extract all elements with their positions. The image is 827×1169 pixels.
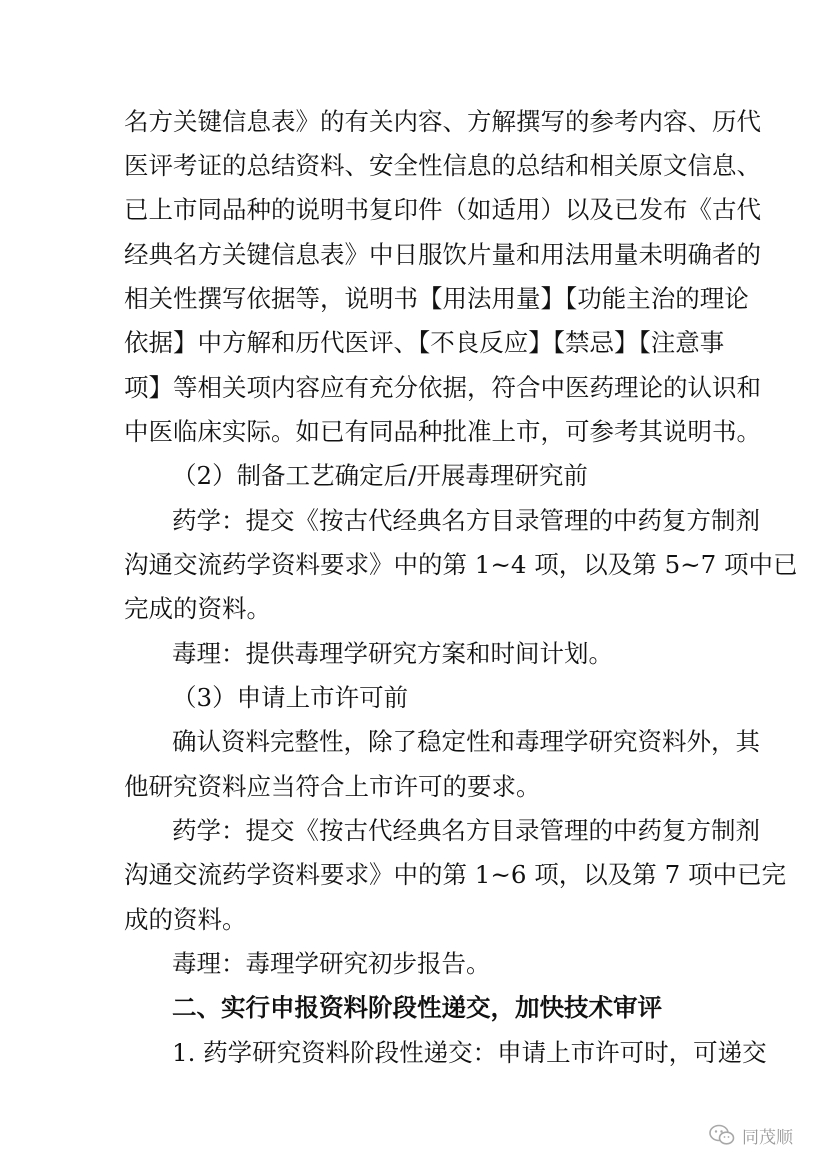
- wechat-icon: [709, 1124, 735, 1146]
- paragraph-line: 项】等相关项内容应有充分依据，符合中医药理论的认识和: [124, 373, 761, 402]
- paragraph-line: 依据】中方解和历代医评、【不良反应】【禁忌】【注意事: [124, 328, 725, 357]
- stage-2-title: （2）制备工艺确定后/开展毒理研究前: [172, 461, 588, 490]
- paragraph-line: 已上市同品种的说明书复印件（如适用）以及已发布《古代: [124, 195, 761, 224]
- paragraph-line: 药学：提交《按古代经典名方目录管理的中药复方制剂: [172, 816, 760, 845]
- watermark: [709, 1120, 793, 1150]
- paragraph-line: 他研究资料应当符合上市许可的要求。: [124, 772, 541, 801]
- paragraph-line: 医评考证的总结资料、安全性信息的总结和相关原文信息、: [124, 151, 761, 180]
- paragraph-line: 药学：提交《按古代经典名方目录管理的中药复方制剂: [172, 506, 760, 535]
- paragraph-line: 中医临床实际。如已有同品种批准上市，可参考其说明书。: [124, 417, 761, 446]
- paragraph-line: 相关性撰写依据等，说明书【用法用量】【功能主治的理论: [124, 284, 749, 313]
- paragraph-line: 成的资料。: [124, 905, 247, 934]
- paragraph-line: 确认资料完整性，除了稳定性和毒理学研究资料外，其: [172, 727, 760, 756]
- section-heading: 二、实行申报资料阶段性递交，加快技术审评: [172, 993, 662, 1022]
- paragraph-line: 沟通交流药学资料要求》中的第 1~6 项，以及第 7 项中已完: [124, 860, 786, 889]
- paragraph-line: 经典名方关键信息表》中日服饮片量和用法用量未明确者的: [124, 240, 761, 269]
- stage-2-toxicology: 毒理：提供毒理学研究方案和时间计划。: [172, 639, 613, 668]
- stage-3-title: （3）申请上市许可前: [172, 683, 409, 712]
- paragraph-line: 名方关键信息表》的有关内容、方解撰写的参考内容、历代: [124, 107, 761, 136]
- item-1-line: 1. 药学研究资料阶段性递交：申请上市许可时，可递交: [172, 1038, 767, 1067]
- paragraph-line: 沟通交流药学资料要求》中的第 1~4 项，以及第 5~7 项中已: [124, 550, 798, 579]
- watermark-label: 同茂顺: [742, 1127, 793, 1148]
- paragraph-line: 完成的资料。: [124, 594, 271, 623]
- stage-3-toxicology: 毒理：毒理学研究初步报告。: [172, 949, 491, 978]
